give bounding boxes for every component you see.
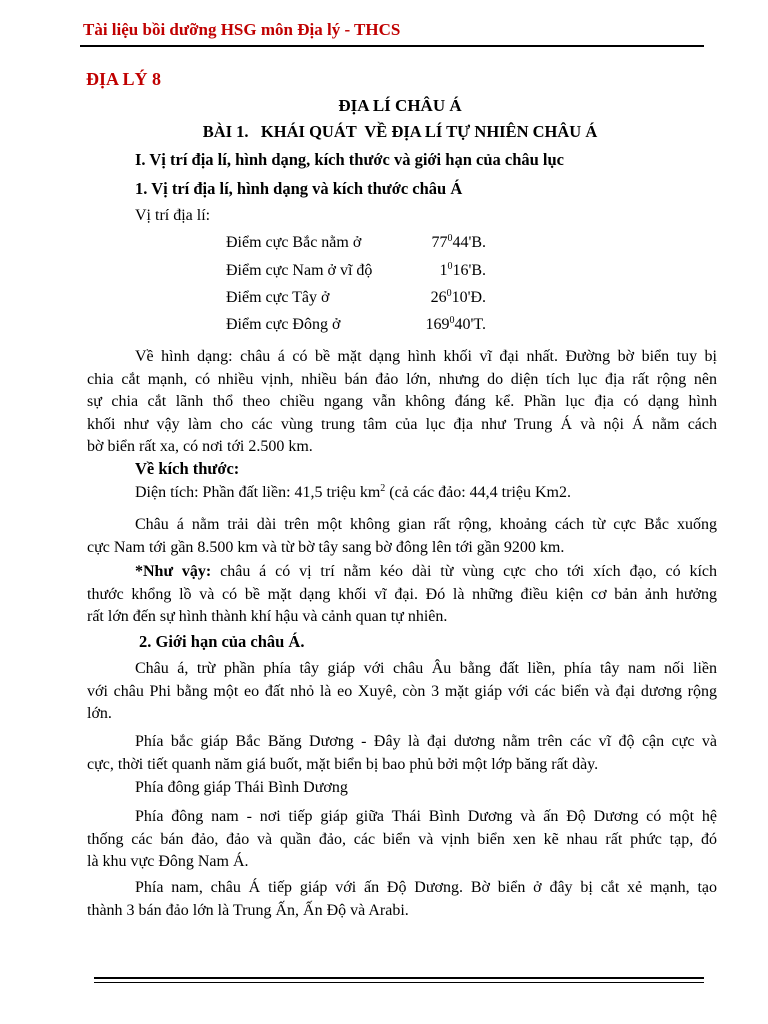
shape-paragraph xyxy=(87,346,717,459)
paragraph-line: Phía bắc giáp Bắc Băng Dương - Đây là đại dương nằm trên các vĩ độ cận cực và xyxy=(135,733,717,750)
section-1-1-heading: 1. Vị trí địa lí, hình dạng và kích thước châu Á xyxy=(135,179,463,198)
extreme-south xyxy=(226,262,486,284)
paragraph-line: Châu á nằm trải dài trên một không gian rất rộng, khoảng cách từ cực Bắc xuống xyxy=(135,516,717,533)
size-heading: Về kích thước: xyxy=(135,459,240,478)
extreme-value: $77^044'B$. xyxy=(431,233,486,251)
north-paragraph xyxy=(87,731,717,776)
paragraph-line: với châu Phi bằng một eo đất nhỏ là eo Xuyê, còn 3 mặt giáp với các biển và đại dương rộng xyxy=(87,682,717,700)
paragraph-line: Phía đông nam - nơi tiếp giáp giữa Thái Bình Dương và ấn Độ Dương có một hệ xyxy=(135,808,717,825)
area-line: Diện tích: Phần đất liền: 41,5 triệu $km^2$ (cả các đảo: 44,4 triệu Km2. xyxy=(135,483,571,501)
paragraph-line: *Như vậy: châu á có vị trí nằm kéo dài từ vùng cực cho tới xích đạo, có kích xyxy=(135,563,717,580)
extreme-label: Điểm cực Bắc nằm ở xyxy=(226,234,362,251)
paragraph-line: chia cắt mạnh, có nhiều vịnh, nhiều bán đảo lớn, nhưng do diện tích lục địa rất rộng nên xyxy=(87,370,717,388)
paragraph-line: cực, thời tiết quanh năm giá buốt, mặt biển bị bao phủ bởi một lớp băng rất dày. xyxy=(87,755,599,773)
paragraph-line: Về hình dạng: châu á có bề mặt dạng hình khối vĩ đại nhất. Đường bờ biển tuy bị xyxy=(135,348,717,365)
extreme-north xyxy=(226,234,486,256)
grade-title: ĐỊA LÝ 8 xyxy=(86,69,162,89)
paragraph-line: cực Nam tới gần 8.500 km và từ bờ tây sang bờ đông lên tới gần 9200 km. xyxy=(87,538,565,556)
header-rule xyxy=(80,45,704,47)
paragraph-line: lớn. xyxy=(87,705,112,723)
paragraph-line: rất lớn đến sự hình thành khí hậu và cảnh quan tự nhiên. xyxy=(87,608,448,626)
footer-rule-thin xyxy=(94,982,704,983)
paragraph-line: Phía nam, châu Á tiếp giáp với ấn Độ Dương. Bờ biển ở đây bị cắt xẻ mạnh, tạo xyxy=(135,879,717,896)
location-label: Vị trí địa lí: xyxy=(135,207,211,224)
section-2-heading: 2. Giới hạn của châu Á. xyxy=(139,632,305,651)
paragraph-line: Châu á, trừ phần phía tây giáp với châu Âu bằng đất liền, phía tây nam nối liền xyxy=(135,660,717,677)
paragraph-line: thành 3 bán đảo lớn là Trung Ấn, Ấn Độ và Arabi. xyxy=(87,901,409,919)
southeast-paragraph xyxy=(87,806,717,874)
extreme-value: $169^040'T$. xyxy=(425,315,486,333)
east-line: Phía đông giáp Thái Bình Dương xyxy=(135,779,348,796)
document-header-title: Tài liệu bồi dưỡng HSG môn Địa lý - THCS xyxy=(83,20,401,39)
extreme-label: Điểm cực Đông ở xyxy=(226,316,341,333)
lesson-title: BÀI 1. KHÁI QUÁT VỀ ĐỊA LÍ TỰ NHIÊN CHÂU Á xyxy=(202,122,598,141)
paragraph-line: bờ biển rất xa, có nơi tới 2.500 km. xyxy=(87,438,313,456)
extreme-value: $26^010'Đ$. xyxy=(430,288,486,306)
conclusion-paragraph xyxy=(87,561,717,629)
border-paragraph xyxy=(87,658,717,726)
extreme-label: Điểm cực Tây ở xyxy=(226,289,330,306)
paragraph-line: thống các bán đảo, đảo và quần đảo, các biển và vịnh biển xen kẽ nhau rất phức tạp, đó xyxy=(87,830,717,848)
extreme-east xyxy=(226,316,486,338)
south-paragraph xyxy=(87,877,717,922)
paragraph-line: khối như vậy làm cho các vùng trung tâm của lục địa như Trung Á và nội Á nằm cách xyxy=(87,415,717,433)
paragraph-line: sự chia cắt lãnh thổ theo chiều ngang vẫn không đáng kể. Phần lục địa có dạng hình xyxy=(87,393,717,411)
footer-rule xyxy=(94,977,704,979)
extreme-west xyxy=(226,289,486,311)
chapter-title: ĐỊA LÍ CHÂU Á xyxy=(338,96,462,115)
extreme-value: $1^016'B$. xyxy=(439,261,486,279)
paragraph-line: là khu vực Đông Nam Á. xyxy=(87,853,249,871)
paragraph-line: thước khổng lồ và có bề mặt dạng khối vĩ đại. Đó là những điều kiện cơ bản ảnh hưởng xyxy=(87,585,717,603)
extreme-label: Điểm cực Nam ở vĩ độ xyxy=(226,262,373,279)
section-1-heading: I. Vị trí địa lí, hình dạng, kích thước và giới hạn của châu lục xyxy=(135,150,565,169)
stretch-paragraph xyxy=(87,514,717,559)
